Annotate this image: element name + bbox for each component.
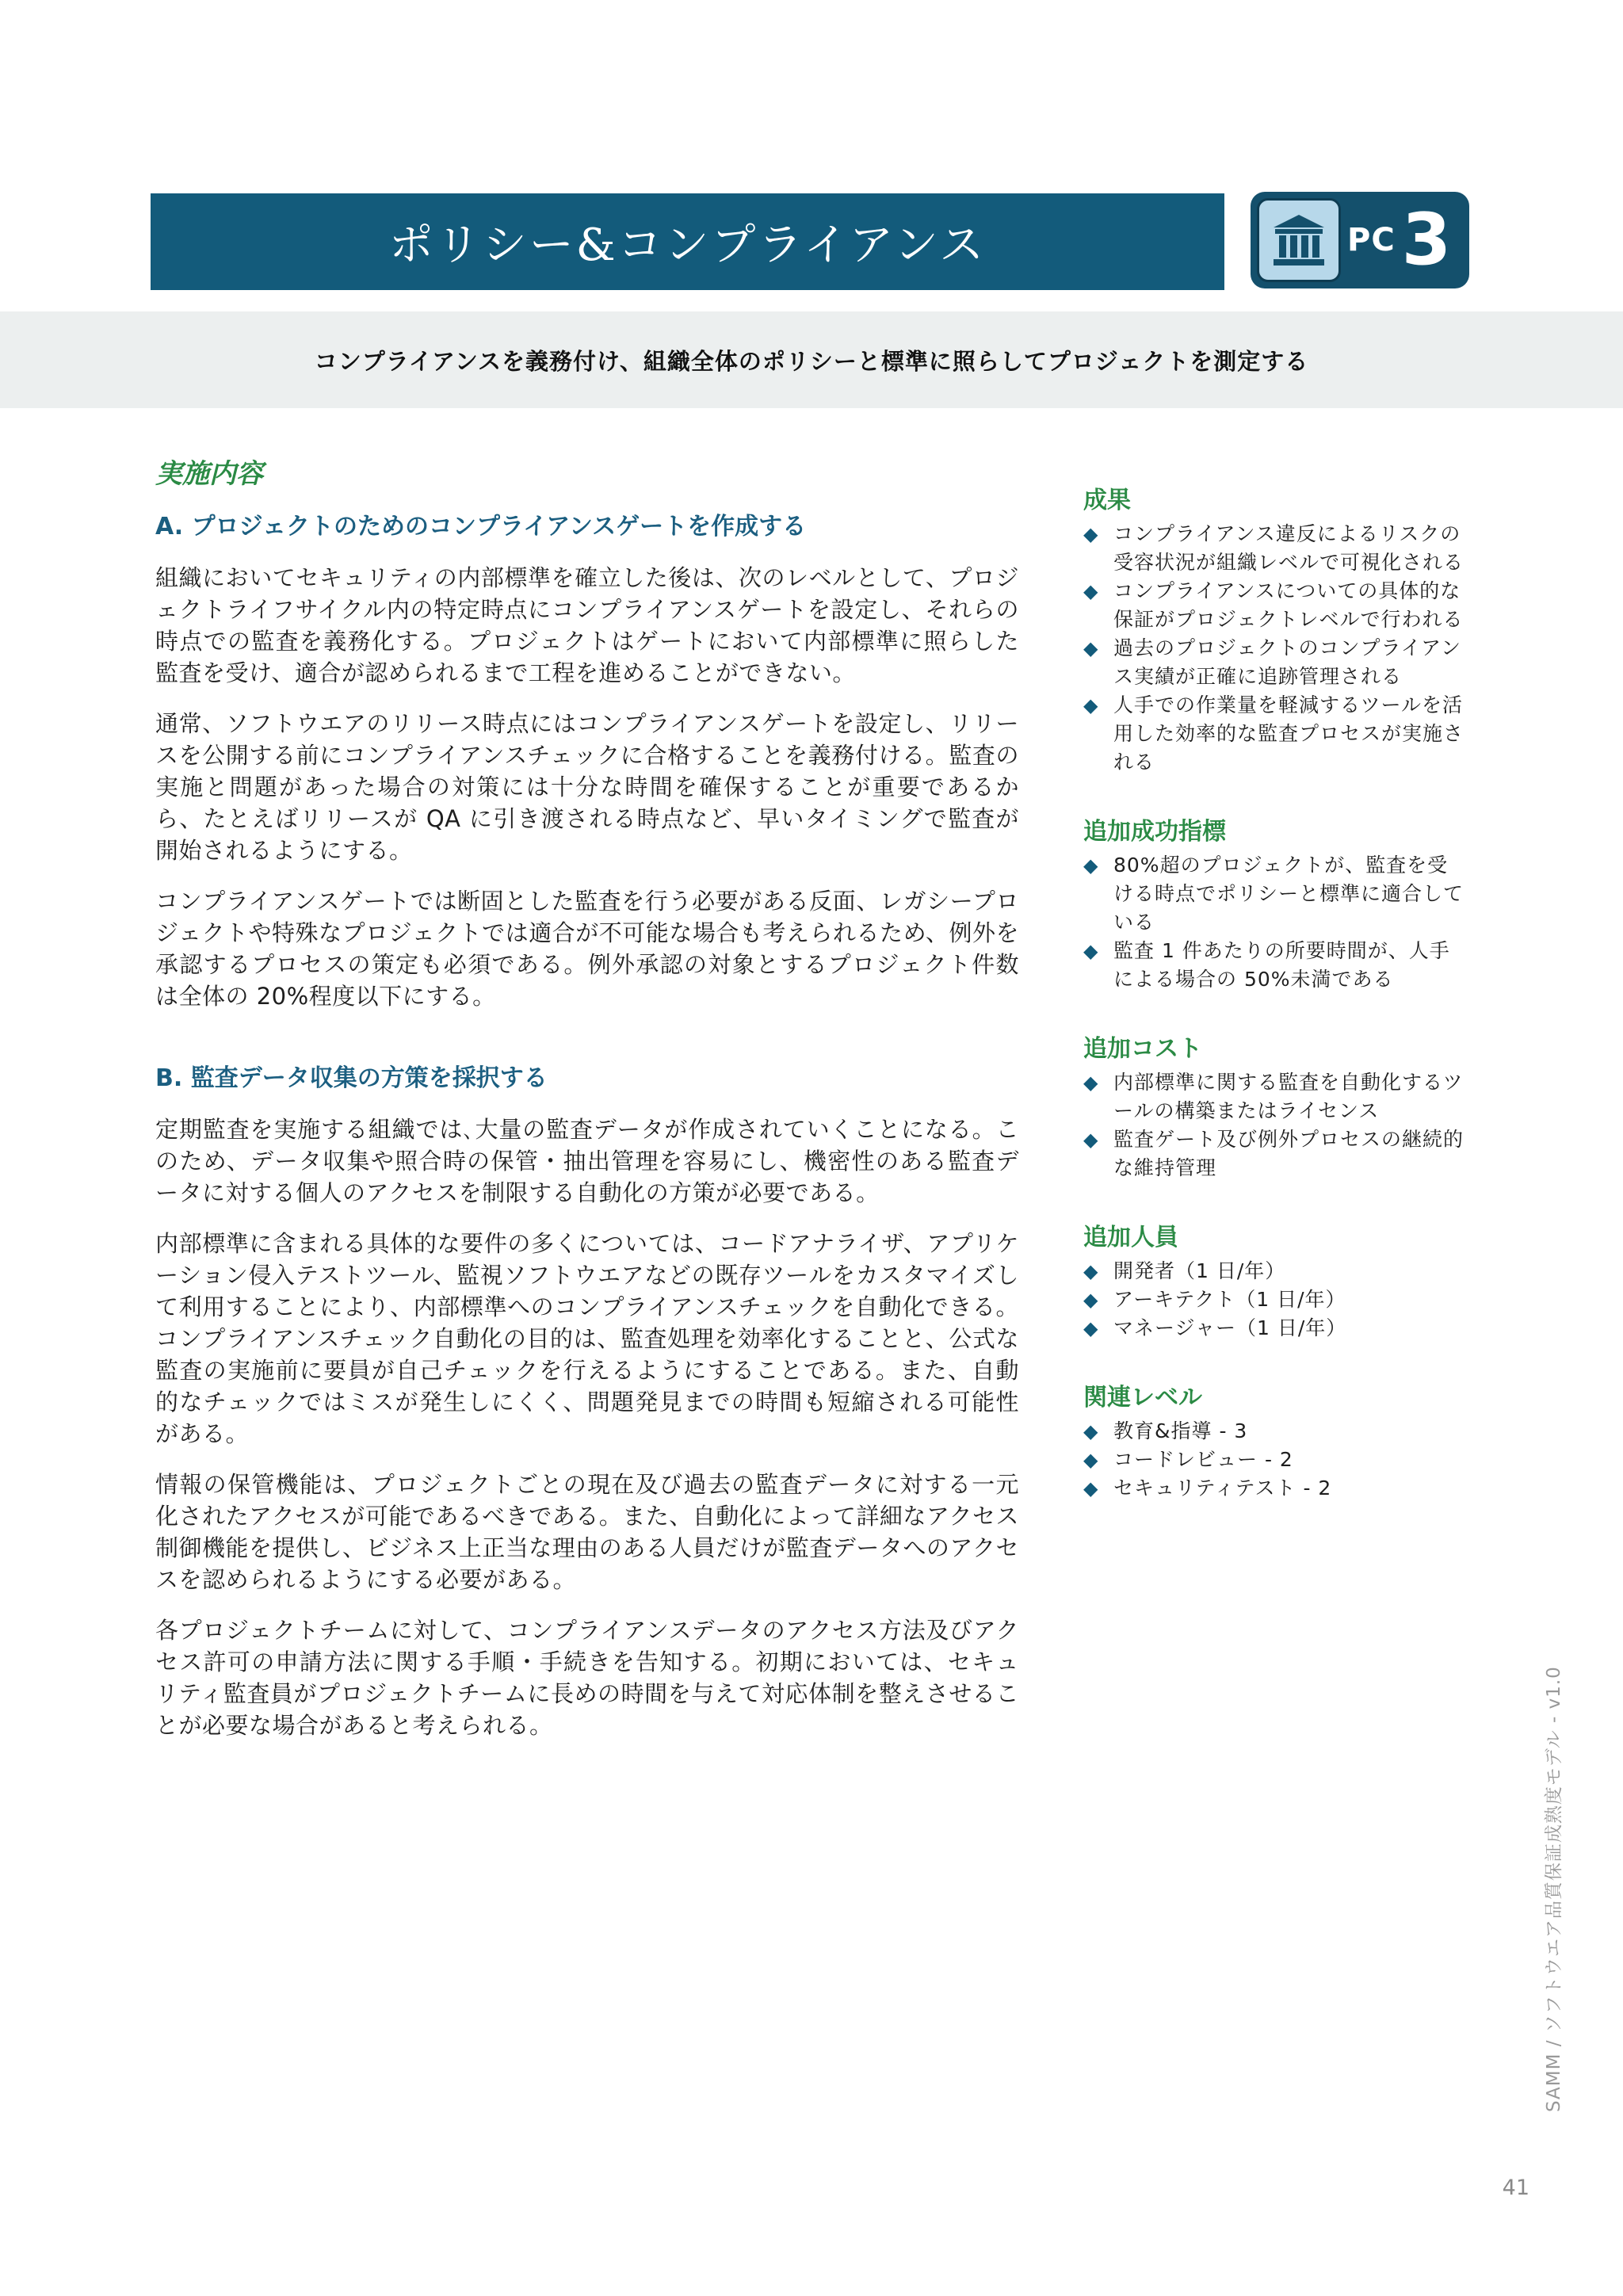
list-item: ◆ 人手での作業量を軽減するツールを活用した効率的な監査プロセスが実施される [1083, 691, 1464, 777]
sidebar [1083, 480, 1464, 1538]
personnel-block [1083, 1217, 1464, 1343]
list-item: ◆ 内部標準に関する監査を自動化するツールの構築またはライセンス [1083, 1068, 1464, 1125]
running-footer: SAMM / ソフトウエア品質保証成熟度モデル - v1.0 [1544, 1666, 1564, 2112]
main-content [155, 452, 1019, 1760]
badge-code: PC [1347, 222, 1396, 258]
list-item: ◆ 教育&指導 - 3 [1083, 1417, 1464, 1446]
list-item: ◆ マネージャー（1 日/年） [1083, 1314, 1464, 1343]
badge-level: 3 [1401, 198, 1452, 281]
list-item: ◆ アーキテクト（1 日/年） [1083, 1286, 1464, 1314]
costs-list [1083, 1068, 1464, 1182]
section-a-title: A. プロジェクトのためのコンプライアンスゲートを作成する [155, 513, 807, 541]
results-block [1083, 480, 1464, 777]
page-subtitle: コンプライアンスを義務付け、組織全体のポリシーと標準に照らしてプロジェクトを測定する [314, 347, 1309, 375]
list-item: ◆ 開発者（1 日/年） [1083, 1257, 1464, 1286]
page-title: ポリシー&コンプライアンス [388, 220, 987, 271]
subtitle-band [0, 311, 1623, 408]
badge-label [1347, 192, 1451, 288]
related-block [1083, 1377, 1464, 1503]
list-item: ◆ 監査ゲート及び例外プロセスの継続的な維持管理 [1083, 1125, 1464, 1182]
list-item: ◆ 過去のプロジェクトのコンプライアンス実績が正確に追跡管理される [1083, 634, 1464, 691]
title-bar [151, 193, 1224, 290]
list-item: ◆ 監査 1 件あたりの所要時間が、人手による場合の 50%未満である [1083, 937, 1464, 994]
list-item: ◆ 80%超のプロジェクトが、監査を受ける時点でポリシーと標準に適合している [1083, 851, 1464, 937]
section-a-paragraph: 組織においてセキュリティの内部標準を確立した後は、次のレベルとして、プロジェクトライフサイクル内の特定時点にコンプライアンスゲートを設定し、それらの時点での監査を義務化する。プロジェクトはゲートにおいて内部標準に照らした監査を受け、適合が認められるまで工程を進めることができない。 [155, 564, 1019, 686]
section-a-paragraph: 通常、ソフトウエアのリリース時点にはコンプライアンスゲートを設定し、リリースを公開する前にコンプライアンスチェックに合格することを義務付ける。監査の実施と問題があった場合の対策には十分な時間を確保することが重要であるから、たとえばリリースが QA に引き渡される時点など、早いタイミングで監査が開始されるようにする。 [155, 710, 1019, 864]
metrics-list [1083, 851, 1464, 994]
activities-heading: 実施内容 [155, 458, 263, 490]
practice-badge [1251, 192, 1469, 288]
section-b-paragraph: 定期監査を実施する組織では､大量の監査データが作成されていくことになる。このため、データ収集や照合時の保管・抽出管理を容易にし、機密性のある監査データに対する個人のアクセスを制限する自動化の方策が必要である。 [155, 1116, 1019, 1206]
results-list [1083, 520, 1464, 777]
section-b-paragraph: 情報の保管機能は、プロジェクトごとの現在及び過去の監査データに対する一元化されたアクセスが可能であるべきである。また、自動化によって詳細なアクセス制御機能を提供し、ビジネス上正当な理由のある人員だけが監査データへのアクセスを認められるようにする必要がある。 [155, 1471, 1019, 1593]
costs-block [1083, 1029, 1464, 1182]
results-heading: 成果 [1083, 487, 1131, 514]
personnel-heading: 追加人員 [1083, 1224, 1178, 1251]
building-columns-icon [1257, 198, 1341, 282]
list-item: ◆ コンプライアンスについての具体的な保証がプロジェクトレベルで行われる [1083, 577, 1464, 634]
section-b-paragraph: 各プロジェクトチームに対して、コンプライアンスデータのアクセス方法及びアクセス許可の申請方法に関する手順・手続きを告知する。初期においては、セキュリティ監査員がプロジェクトチームに長めの時間を与えて対応体制を整えさせることが必要な場合があると考えられる。 [155, 1617, 1019, 1739]
list-item: ◆ コードレビュー - 2 [1083, 1446, 1464, 1474]
page-number: 41 [1502, 2176, 1529, 2200]
list-item: ◆ セキュリティテスト - 2 [1083, 1474, 1464, 1503]
related-list [1083, 1417, 1464, 1503]
related-heading: 関連レベル [1083, 1384, 1202, 1412]
metrics-heading: 追加成功指標 [1083, 818, 1226, 846]
section-b-title: B. 監査データ収集の方策を採択する [155, 1064, 548, 1092]
section-b-paragraph: 内部標準に含まれる具体的な要件の多くについては、コードアナライザ、アプリケーション侵入テストツール、監視ソフトウエアなどの既存ツールをカスタマイズして利用することにより、内部標準へのコンプライアンスチェックを自動化できる。コンプライアンスチェック自動化の目的は、監査処理を効率化することと、公式な監査の実施前に要員が自己チェックを行えるようにすることである。また、自動的なチェックではミスが発生しにくく、問題発見までの時間も短縮される可能性がある。 [155, 1230, 1019, 1447]
list-item: ◆ コンプライアンス違反によるリスクの受容状況が組織レベルで可視化される [1083, 520, 1464, 577]
personnel-list [1083, 1257, 1464, 1343]
section-a-paragraph: コンプライアンスゲートでは断固とした監査を行う必要がある反面、レガシープロジェクトや特殊なプロジェクトでは適合が不可能な場合も考えられるため、例外を承認するプロセスの策定も必須である。例外承認の対象とするプロジェクト件数は全体の 20%程度以下にする。 [155, 888, 1019, 1010]
costs-heading: 追加コスト [1083, 1035, 1202, 1063]
metrics-block [1083, 812, 1464, 994]
